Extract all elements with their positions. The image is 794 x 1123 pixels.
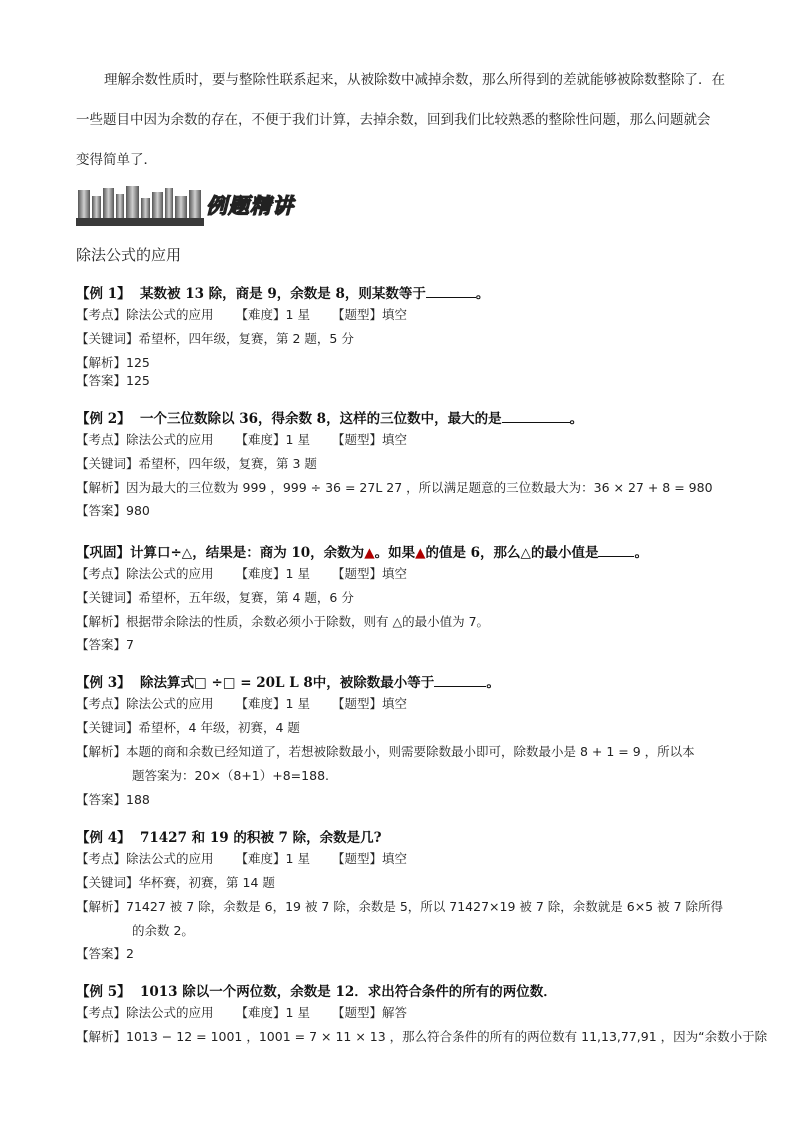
example-4-keywords: 【关键词】华杯赛，初赛，第 14 题	[76, 875, 275, 890]
gonggu-meta: 【考点】除法公式的应用 【难度】1 星 【题型】填空	[76, 566, 408, 581]
intro-line-3: 变得简单了．	[76, 152, 157, 168]
triangle-icon: ▲	[415, 545, 426, 561]
example-1-answer: 【答案】125	[76, 373, 150, 388]
example-4-analysis-cont: 的余数 2。	[132, 923, 194, 938]
triangle-icon: ▲	[364, 545, 375, 561]
example-1-keywords: 【关键词】希望杯，四年级，复赛，第 2 题，5 分	[76, 331, 354, 346]
example-2-answer: 【答案】980	[76, 503, 150, 518]
example-4-meta: 【考点】除法公式的应用 【难度】1 星 【题型】填空	[76, 851, 408, 866]
intro-line-2: 一些题目中因为余数的存在，不便于我们计算，去掉余数，回到我们比较熟悉的整除性问题，那么问题就会	[76, 112, 711, 128]
example-2-keywords: 【关键词】希望杯，四年级，复赛，第 3 题	[76, 456, 317, 471]
gonggu-answer: 【答案】7	[76, 637, 134, 652]
example-1-analysis: 【解析】125	[76, 355, 150, 370]
example-5-analysis: 【解析】1013 − 12 = 1001 ，1001 = 7 × 11 × 13 ，那么符合条件的所有的两位数有 11,13,77,91 ，因为“余数小于除	[76, 1029, 768, 1044]
answer-blank	[502, 410, 570, 423]
example-2-question: 【例 2】 一个三位数除以 36，得余数 8，这样的三位数中，最大的是 。	[76, 411, 584, 427]
example-5-meta: 【考点】除法公式的应用 【难度】1 星 【题型】解答	[76, 1005, 408, 1020]
answer-blank	[598, 544, 634, 557]
example-3-meta: 【考点】除法公式的应用 【难度】1 星 【题型】填空	[76, 696, 408, 711]
example-2-meta: 【考点】除法公式的应用 【难度】1 星 【题型】填空	[76, 432, 408, 447]
section-banner	[76, 184, 311, 228]
gonggu-keywords: 【关键词】希望杯，五年级，复赛，第 4 题，6 分	[76, 590, 354, 605]
section-title: 除法公式的应用	[76, 246, 182, 264]
gonggu-question: 【巩固】计算口÷△，结果是：商为 10，余数为▲。如果▲的值是 6，那么△的最小值是 。	[76, 545, 648, 561]
gonggu-analysis: 【解析】根据带余除法的性质，余数必须小于除数，则有 △的最小值为 7。	[76, 614, 490, 629]
example-2-analysis: 【解析】因为最大的三位数为 999 ，999 ÷ 36 = 27L 27 ，所以满足题意的三位数最大为：36 × 27 + 8 = 980	[76, 480, 713, 495]
example-3-answer: 【答案】188	[76, 792, 150, 807]
example-3-analysis: 【解析】本题的商和余数已经知道了，若想被除数最小，则需要除数最小即可，除数最小是 8 + 1 = 9 ，所以本	[76, 744, 695, 759]
example-3-question: 【例 3】 除法算式□ ÷□ = 20L L 8中，被除数最小等于 。	[76, 675, 500, 691]
intro-line-1: 理解余数性质时，要与整除性联系起来，从被除数中减掉余数，那么所得到的差就能够被除数整除了．在	[104, 72, 725, 88]
example-4-question: 【例 4】 71427 和 19 的积被 7 除，余数是几?	[76, 830, 382, 846]
answer-blank	[426, 285, 476, 298]
example-3-analysis-cont: 题答案为：20×（8+1）+8=188.	[132, 768, 329, 783]
answer-blank	[434, 674, 486, 687]
example-4-analysis: 【解析】71427 被 7 除，余数是 6，19 被 7 除，余数是 5，所以 71427×19 被 7 除，余数就是 6×5 被 7 除所得	[76, 899, 724, 914]
example-1-meta: 【考点】除法公式的应用 【难度】1 星 【题型】填空	[76, 307, 408, 322]
banner-title: 例题精讲	[206, 194, 294, 218]
example-4-answer: 【答案】2	[76, 946, 134, 961]
example-5-question: 【例 5】 1013 除以一个两位数，余数是 12．求出符合条件的所有的两位数．	[76, 984, 557, 1000]
example-1-question: 【例 1】 某数被 13 除，商是 9，余数是 8，则某数等于 。	[76, 286, 490, 302]
example-3-keywords: 【关键词】希望杯，4 年级，初赛，4 题	[76, 720, 300, 735]
example-label: 【例 1】	[76, 286, 131, 302]
